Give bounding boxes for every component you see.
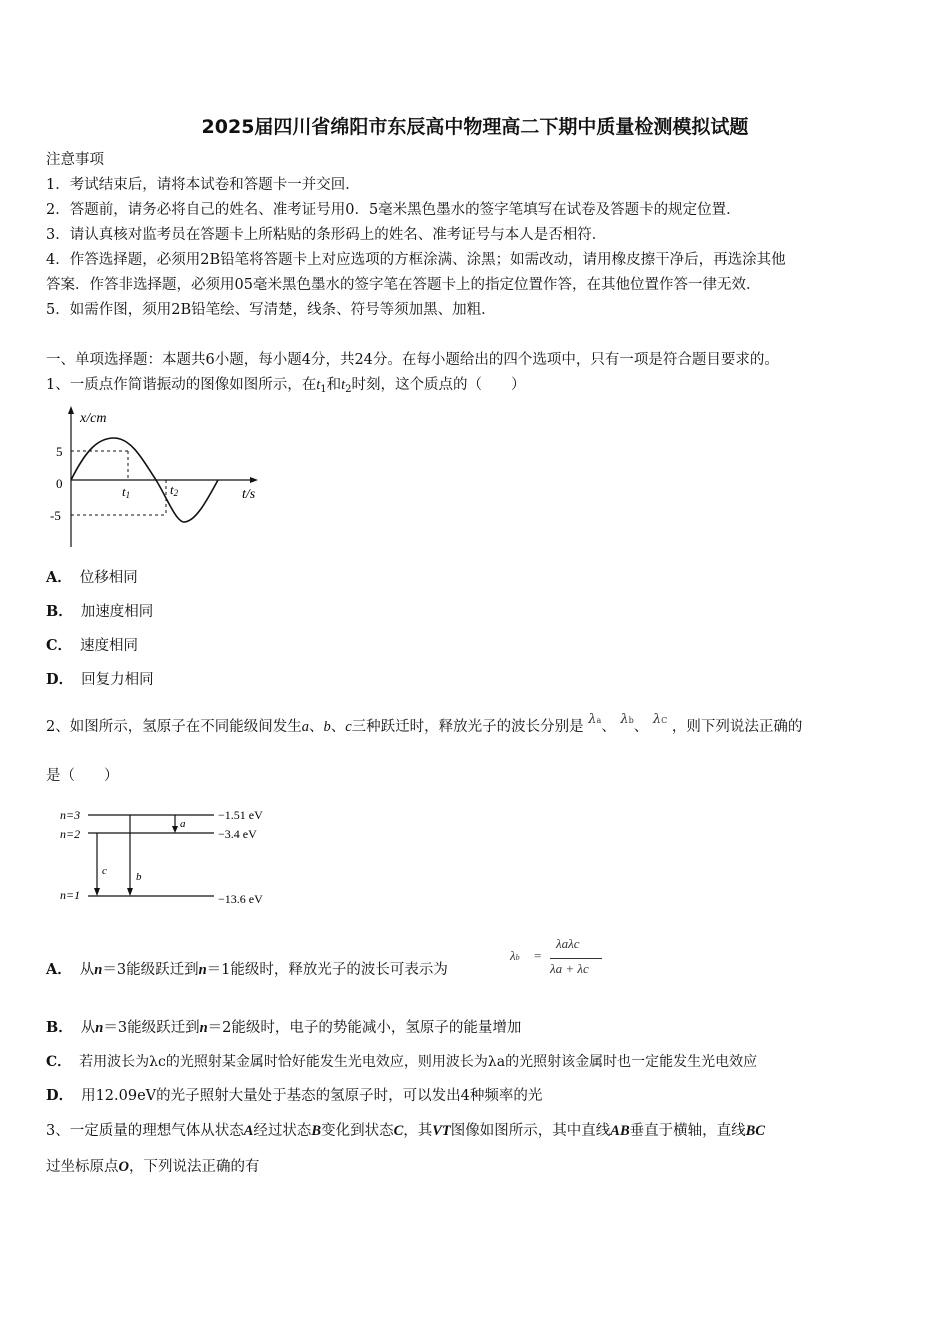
y-axis-arrow — [68, 406, 74, 414]
oscillation-graph — [46, 402, 276, 552]
lambda-b: λb — [620, 712, 634, 727]
level-label: n=3 — [60, 808, 81, 822]
question-1-stem: 1、一质点作简谐振动的图像如图所示，在$t_1$和$t_2$时刻，这个质点的（ ） — [46, 377, 526, 395]
option-b[interactable]: B． 加速度相同 — [46, 603, 154, 620]
option-c[interactable]: C． 速度相同 — [46, 637, 139, 654]
notice-heading: 注意事项 — [46, 152, 104, 168]
notice-item: 4．作答选择题，必须用2B铅笔将答题卡上对应选项的方框涂满、涂黑；如需改动，请用橡皮擦干净后，再选涂其他 — [46, 252, 786, 268]
transition-label: c — [102, 865, 107, 877]
option-b[interactable]: B． 从n＝3能级跃迁到n＝2能级时，电子的势能减小，氢原子的能量增加 — [46, 1019, 522, 1036]
level-label: n=2 — [60, 827, 81, 841]
energy-label: −13.6 eV — [218, 892, 263, 906]
level-label: n=1 — [60, 888, 81, 902]
section-heading: 一、单项选择题：本题共6小题，每小题4分，共24分。在每小题给出的四个选项中，只有一项是符合题目要求的。 — [46, 352, 779, 368]
notice-item: 答案．作答非选择题，必须用05毫米黑色墨水的签字笔在答题卡上的指定位置作答，在其他位置作答一律无效． — [46, 277, 761, 293]
wavelength-formula: λb = λaλc λa + λc — [510, 936, 610, 986]
tick-label: -5 — [50, 508, 61, 523]
tick-label: 5 — [56, 444, 63, 459]
option-a[interactable]: A． 位移相同 — [46, 569, 138, 586]
t2-label: t2 — [170, 482, 179, 498]
question-3-stem-cont: 过坐标原点O，下列说法正确的有 — [46, 1159, 260, 1175]
transition-label: a — [180, 818, 186, 830]
arrow-head — [127, 888, 133, 896]
arrow-head — [94, 888, 100, 896]
option-d[interactable]: D． 用12.09eV的光子照射大量处于基态的氢原子时，可以发出4种频率的光 — [46, 1087, 543, 1104]
notice-item: 2．答题前，请务必将自己的姓名、准考证号用0．5毫米黑色墨水的签字笔填写在试卷及答题卡的规定位置． — [46, 202, 741, 218]
energy-label: −3.4 eV — [218, 827, 257, 841]
energy-level-diagram — [56, 800, 296, 915]
lambda-a: λa — [588, 712, 602, 727]
option-d[interactable]: D． 回复力相同 — [46, 671, 154, 688]
notice-item: 5．如需作图，须用2B铅笔绘、写清楚，线条、符号等须加黑、加粗． — [46, 302, 496, 318]
notice-item: 3．请认真核对监考员在答题卡上所粘贴的条形码上的姓名、准考证号与本人是否相符． — [46, 227, 607, 243]
y-axis-label: x/cm — [80, 411, 107, 426]
question-3-stem: 3、一定质量的理想气体从状态A经过状态B变化到状态C，其VT图像如图所示，其中直线AB垂直于横轴，直线BC — [46, 1123, 765, 1139]
lambda-c: λC — [652, 712, 668, 727]
energy-label: −1.51 eV — [218, 808, 263, 822]
page-title: 2025届四川省绵阳市东辰高中物理高二下期中质量检测模拟试题 — [201, 116, 749, 138]
t1-label: t1 — [122, 484, 131, 500]
notice-item: 1．考试结束后，请将本试卷和答题卡一并交回． — [46, 177, 360, 193]
question-2-stem: 2、如图所示，氢原子在不同能级间发生a、b、c三种跃迁时，释放光子的波长分别是 λa、 λb、 λC ，则下列说法正确的 — [46, 712, 803, 735]
x-axis-label: t/s — [242, 487, 256, 502]
tick-label: 0 — [56, 476, 63, 491]
x-axis-arrow — [250, 477, 258, 483]
transition-label: b — [136, 871, 142, 883]
option-c[interactable]: C． 若用波长为λc的光照射某金属时恰好能发生光电效应，则用波长为λa的光照射该金属时也一定能发生光电效应 — [46, 1054, 758, 1070]
fraction-bar — [550, 958, 602, 959]
option-a[interactable]: A． 从n＝3能级跃迁到n＝1能级时，释放光子的波长可表示为 — [46, 961, 448, 978]
arrow-head — [172, 826, 178, 833]
question-2-stem-cont: 是（ ） — [46, 768, 119, 784]
